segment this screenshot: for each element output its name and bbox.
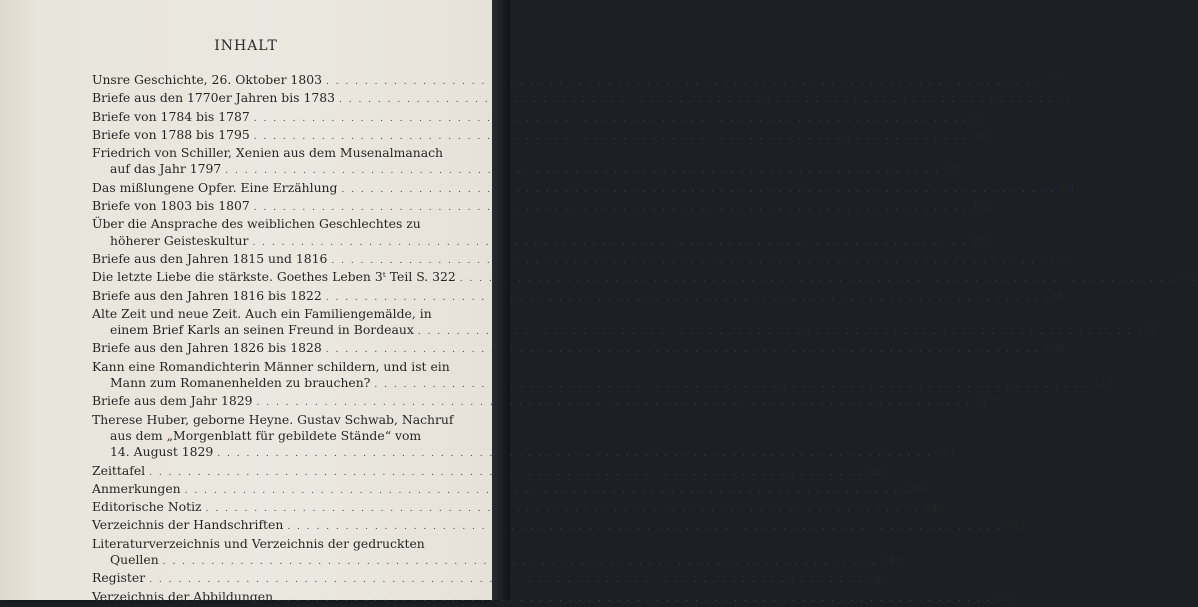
toc-entry xyxy=(92,287,1065,306)
toc-entry-title: Briefe aus den Jahren 1815 und 1816 xyxy=(92,250,328,266)
toc-page-number: 82 xyxy=(944,164,958,177)
toc-entry-continuation xyxy=(92,444,956,462)
toc-page-number: 221 xyxy=(935,447,956,460)
toc-entry xyxy=(92,179,1075,198)
toc-entry-title: Unsre Geschichte, 26. Oktober 1803 xyxy=(92,72,322,87)
toc-page-number: 246 xyxy=(867,573,888,586)
toc-page-number: 205 xyxy=(1044,343,1065,356)
toc-entry-title: Anmerkungen xyxy=(92,480,181,496)
toc-leader-dots xyxy=(225,163,940,179)
toc-entry-title: auf das Jahr 1797 xyxy=(110,161,222,177)
toc-leader-dots xyxy=(287,519,1002,535)
toc-page-number: 83 xyxy=(1060,182,1075,195)
toc-page-number: 166 xyxy=(1044,290,1065,303)
toc-leader-dots xyxy=(185,483,900,499)
toc-page-number: 150 xyxy=(970,235,992,248)
toc-entry-title: Verzeichnis der Abbildungen xyxy=(92,588,274,604)
toc-leader-dots xyxy=(254,200,969,216)
toc-entry xyxy=(92,462,888,481)
toc-page-number: 242 xyxy=(881,555,902,568)
toc-entry-title: Briefe aus den Jahren 1826 bis 1828 xyxy=(92,340,322,356)
toc-leader-dots xyxy=(206,501,921,517)
toc-entry-title: Briefe von 1803 bis 1807 xyxy=(92,198,250,214)
toc-leader-dots xyxy=(418,324,1133,340)
toc-entry-title: Briefe von 1788 bis 1795 xyxy=(92,126,250,142)
toc-page-number: 230 xyxy=(903,483,924,496)
toc-entry xyxy=(92,499,945,517)
toc-entry-title: Kann eine Romandichterin Männer schildern, und ist ein xyxy=(92,358,450,374)
toc-entry-title: Das mißlungene Opfer. Eine Erzählung xyxy=(92,179,338,195)
toc-entry xyxy=(92,588,1016,607)
toc-leader-dots xyxy=(326,290,1041,306)
toc-leader-dots xyxy=(254,129,969,145)
toc-entry xyxy=(92,536,436,552)
toc-leader-dots xyxy=(326,342,1041,358)
toc-page-number: 241 xyxy=(1005,520,1026,533)
toc-entry-title: Alte Zeit und neue Zeit. Auch ein Familiengemälde, in xyxy=(92,305,432,321)
toc-entry xyxy=(92,108,987,127)
toc-entry-title: Quellen xyxy=(110,552,159,568)
toc-entry xyxy=(92,250,1070,269)
toc-entry-title: Mann zum Romanenhelden zu brauchen? xyxy=(110,375,371,391)
toc-page-number: 12 xyxy=(1058,93,1072,106)
toc-entry xyxy=(92,358,450,375)
toc-entry xyxy=(92,72,1059,90)
toc-page-number: 228 xyxy=(867,465,888,478)
page-title: INHALT xyxy=(214,38,278,54)
toc-leader-dots xyxy=(257,395,972,411)
toc-leader-dots xyxy=(163,554,878,570)
toc-entry xyxy=(92,90,1072,108)
toc-entry xyxy=(92,126,987,145)
toc-entry-title: Editorische Notiz xyxy=(92,499,202,515)
toc-entry-title: Friedrich von Schiller, Xenien aus dem Musenalmanach xyxy=(92,145,444,161)
toc-entry-title: Briefe aus den 1770er Jahren bis 1783 xyxy=(92,90,335,106)
toc-leader-dots xyxy=(254,111,969,127)
toc-entry-title: Register xyxy=(92,570,146,586)
toc-leader-dots xyxy=(217,446,932,462)
toc-entry-title: Die letzte Liebe die stärkste. Goethes Leben 3ᵗ Teil S. 322 xyxy=(92,269,456,285)
toc-page-number: 240 xyxy=(924,502,945,515)
toc-leader-dots xyxy=(460,271,1175,287)
toc-entry-title: Briefe aus dem Jahr 1829 xyxy=(92,393,253,409)
toc-entry xyxy=(92,306,436,322)
toc-leader-dots xyxy=(339,92,1054,108)
toc-entry-title: aus dem „Morgenblatt für gebildete Stände“ vom xyxy=(110,427,422,443)
toc-entry-title: Literaturverzeichnis und Verzeichnis der gedruckten xyxy=(92,535,425,551)
toc-entry-continuation xyxy=(92,552,902,570)
toc-entry-title: höherer Geisteskultur xyxy=(110,232,249,248)
toc-entry xyxy=(92,570,888,588)
toc-page-number: 217 xyxy=(975,396,996,409)
toc-entry xyxy=(92,480,924,499)
toc-entry-title: einem Brief Karls an seinen Freund in Bordeaux xyxy=(110,322,414,338)
toc-entry xyxy=(92,216,436,232)
toc-leader-dots xyxy=(277,591,992,607)
toc-page-number: 213 xyxy=(1092,378,1113,391)
toc-entry-continuation xyxy=(92,428,436,444)
toc-entry-title: Therese Huber, geborne Heyne. Gustav Schwab, Nachruf xyxy=(92,411,454,427)
toc-entry-title: Briefe aus den Jahren 1816 bis 1822 xyxy=(92,287,322,303)
toc-page-number: 122 xyxy=(972,201,993,214)
toc-entry-title: Briefe von 1784 bis 1787 xyxy=(92,108,250,124)
toc-leader-dots xyxy=(374,377,1089,393)
toc-entry-continuation xyxy=(92,232,992,251)
toc-entry-continuation xyxy=(92,375,1113,393)
toc-page-number: 7 xyxy=(1051,75,1059,87)
toc-page-number: 255 xyxy=(995,591,1016,604)
toc-entry-title: Zeittafel xyxy=(92,462,146,478)
toc-entry-title: Über die Ansprache des weiblichen Geschlechtes zu xyxy=(92,216,421,232)
toc-leader-dots xyxy=(252,235,967,251)
table-of-contents xyxy=(92,72,1198,607)
toc-entry-continuation xyxy=(92,161,958,179)
toc-entry xyxy=(92,517,1026,535)
toc-entry xyxy=(92,411,454,428)
toc-page-number: 46 xyxy=(972,129,987,142)
toc-entry-title: Verzeichnis der Handschriften xyxy=(92,517,284,533)
toc-page-number: 162 xyxy=(1178,272,1198,285)
toc-leader-dots xyxy=(326,74,1041,90)
toc-entry xyxy=(92,393,996,411)
toc-entry xyxy=(92,340,1065,358)
toc-leader-dots xyxy=(341,182,1056,198)
toc-entry xyxy=(92,269,1198,287)
toc-entry xyxy=(92,145,444,161)
toc-page-number: 22 xyxy=(972,111,987,124)
toc-page-number: 182 xyxy=(1136,325,1157,338)
book-cover-edge xyxy=(492,0,510,600)
toc-leader-dots xyxy=(331,253,1046,269)
toc-entry-title: 14. August 1829 xyxy=(110,444,214,460)
toc-page-number: 155 xyxy=(1049,253,1070,266)
toc-entry-continuation xyxy=(92,322,1157,340)
toc-entry xyxy=(92,198,993,216)
